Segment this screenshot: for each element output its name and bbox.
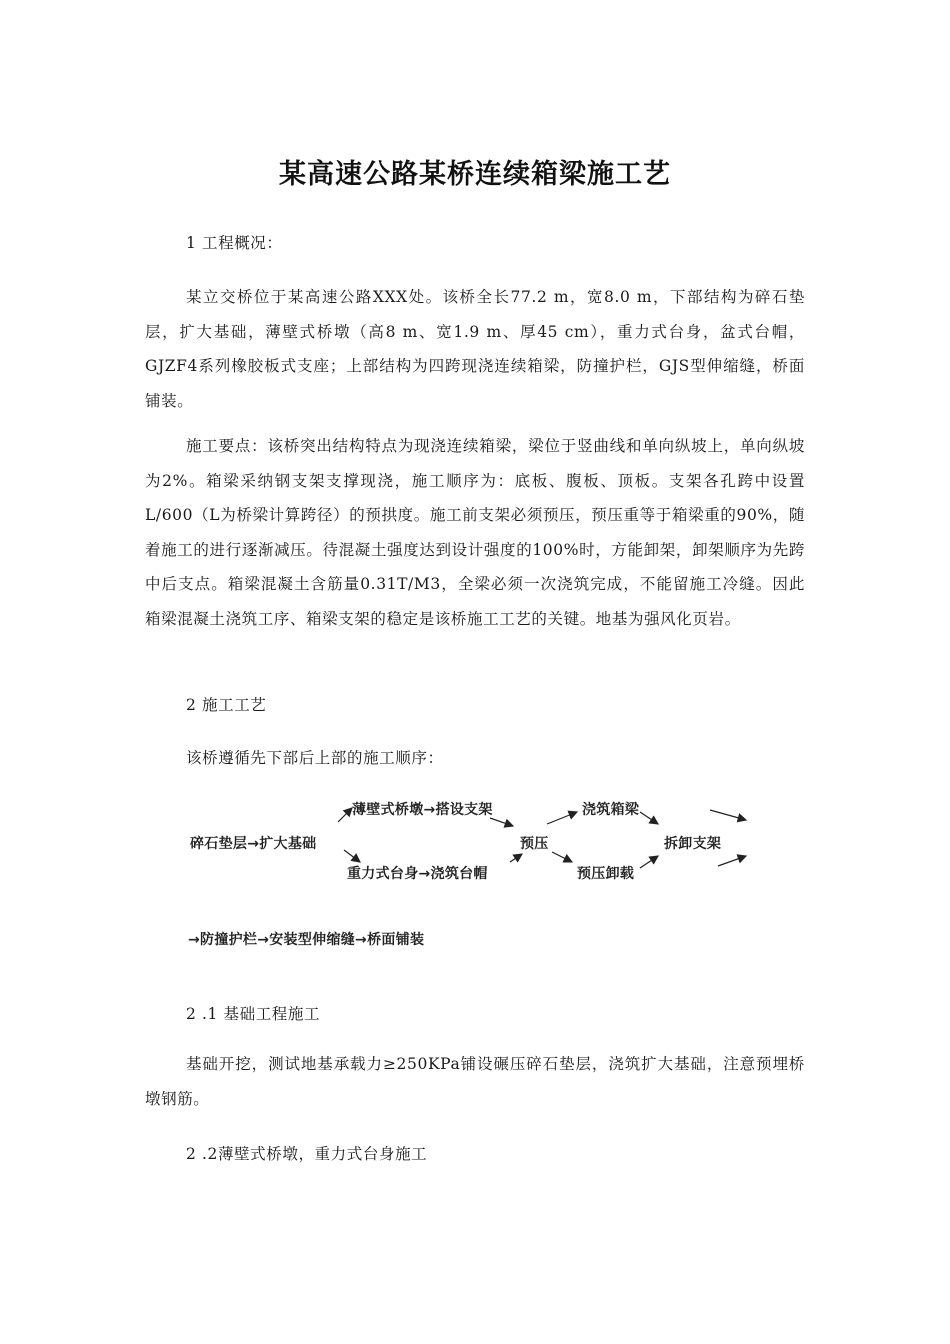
arrow-unload-to-dismantle bbox=[640, 856, 658, 868]
arrow-dismantle-out-lower bbox=[718, 856, 746, 866]
flow-node-final-steps: →防撞护栏→安装型伸缩缝→桥面铺装 bbox=[188, 932, 425, 948]
document-title: 某高速公路某桥连续箱梁施工艺 bbox=[279, 159, 671, 190]
flow-node-pour-box-girder: 浇筑箱梁 bbox=[582, 802, 640, 818]
arrow-start-to-upper bbox=[338, 808, 352, 822]
section-2-2-heading: 2 .2薄壁式桥墩，重力式台身施工 bbox=[186, 1145, 428, 1163]
arrow-start-to-lower bbox=[344, 850, 360, 862]
flow-node-gravel-foundation: 碎石垫层→扩大基础 bbox=[190, 836, 317, 852]
arrow-dismantle-out-upper bbox=[710, 810, 746, 820]
section-2-heading: 2 施工工艺 bbox=[186, 696, 267, 714]
arrow-preload-to-pour bbox=[547, 812, 577, 824]
arrow-pour-to-dismantle bbox=[640, 812, 658, 824]
arrow-preload-to-unload bbox=[552, 852, 572, 862]
flow-node-dismantle-support: 拆卸支架 bbox=[664, 836, 722, 852]
arrow-upper-to-preload bbox=[490, 818, 513, 826]
section-2-1-heading: 2 .1 基础工程施工 bbox=[186, 1005, 321, 1023]
flow-node-abutment-cap: 重力式台身→浇筑台帽 bbox=[347, 866, 488, 882]
construction-flow-diagram bbox=[180, 790, 760, 960]
flow-node-preload: 预压 bbox=[520, 836, 549, 852]
section-1-paragraph-overview: 某立交桥位于某高速公路XXX处。该桥全长77.2 m，宽8.0 m，下部结构为碎石垫层，扩大基础，薄壁式桥墩（高8 m、宽1.9 m、厚45 cm），重力式台身，盆式台帽，GJZF4系列橡胶板式支座；上部结构为四跨现浇连续箱梁，防撞护栏，GJS型伸缩缝，桥面铺装。 bbox=[145, 288, 805, 410]
flow-node-preload-unload: 预压卸载 bbox=[577, 866, 635, 882]
section-1-paragraph-key-points: 施工要点：该桥突出结构特点为现浇连续箱梁，梁位于竖曲线和单向纵坡上，单向纵坡为2%。箱梁采纳钢支架支撑现浇，施工顺序为：底板、腹板、顶板。支架各孔跨中设置L/600（L为桥梁计算跨径）的预拱度。施工前支架必须预压，预压重等于箱梁重的90%，随着施工的进行逐渐减压。待混凝土强度达到设计强度的100%时，方能卸架，卸架顺序为先跨中后支点。箱梁混凝土含筋量0.31T/M3，全梁必须一次浇筑完成，不能留施工冷缝。因此箱梁混凝土浇筑工序、箱梁支架的稳定是该桥施工工艺的关键。地基为强风化页岩。 bbox=[145, 437, 805, 628]
flow-node-pier-scaffold: 薄壁式桥墩→搭设支架 bbox=[352, 802, 493, 818]
section-1-heading: 1 工程概况： bbox=[186, 234, 283, 252]
section-2-1-paragraph: 基础开挖，测试地基承载力≥250KPa铺设碾压碎石垫层，浇筑扩大基础，注意预埋桥墩钢筋。 bbox=[145, 1055, 805, 1108]
section-2-intro: 该桥遵循先下部后上部的施工顺序： bbox=[186, 749, 444, 767]
arrow-lower-to-preload bbox=[510, 854, 522, 862]
